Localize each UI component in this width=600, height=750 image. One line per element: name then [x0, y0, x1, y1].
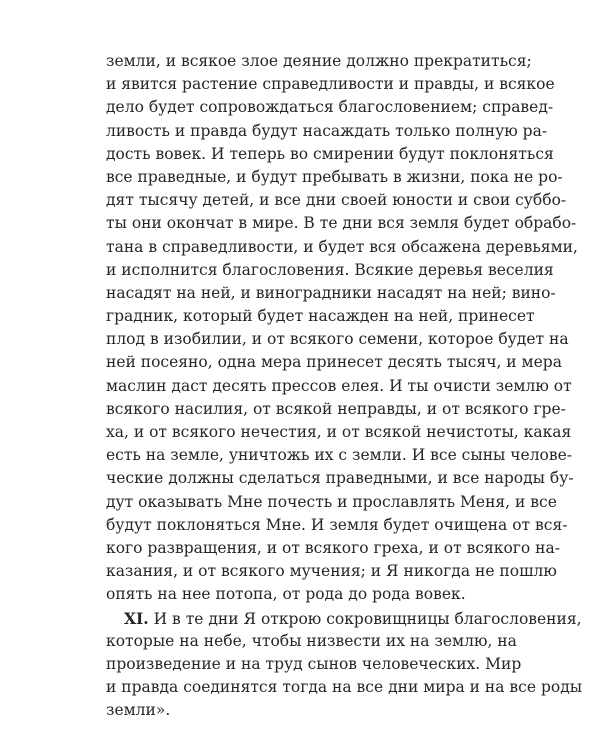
paragraph-1-line: есть на земле, уничтожь их с земли. И все сыны челове-	[106, 446, 573, 465]
paragraph-2-line: которые на небе, чтобы низвести их на землю, на	[106, 631, 517, 650]
paragraph-1-line: кого развращения, и от всякого греха, и от всякого на-	[106, 538, 560, 557]
paragraph-2-line: произведение и на труд сынов человеческих. Мир	[106, 654, 522, 673]
paragraph-1-line: ней посеяно, одна мера принесет десять тысяч, и мера	[106, 353, 562, 372]
paragraph-2-line: и правда соединятся тогда на все дни мира и на все роды	[106, 678, 583, 697]
paragraph-1-line: казания, и от всякого мучения; и Я никогда не пошлю	[106, 562, 557, 581]
paragraph-2-line	[106, 607, 582, 630]
paragraph-1-line: плод в изобилии, и от всякого семени, которое будет на	[106, 330, 569, 349]
verse-number: XI.	[124, 608, 149, 628]
paragraph-1-line: ческие должны сделаться праведными, и все народы бу-	[106, 469, 574, 488]
paragraph-1-line: будут поклоняться Мне. И земля будет очищена от вся-	[106, 515, 568, 534]
paragraph-1-line: и явится растение справедливости и правды, и всякое	[106, 75, 555, 94]
paragraph-1-line: земли, и всякое злое деяние должно прекратиться;	[106, 52, 532, 70]
verse-text: И в те дни Я открою сокровищницы благословения,	[148, 609, 582, 628]
paragraph-1-line: ха, и от всякого нечестия, и от всякой нечистоты, какая	[106, 423, 572, 441]
paragraph-1-line: опять на нее потопа, от рода до рода вовек.	[106, 585, 466, 604]
paragraph-1-line: дут оказывать Мне почесть и прославлять Меня, и все	[106, 492, 557, 511]
paragraph-1-line: всякого насилия, от всякой неправды, и от всякого гре-	[106, 399, 566, 418]
paragraph-1-line: тана в справедливости, и будет вся обсажена деревьями,	[106, 237, 578, 256]
paragraph-1-line: дость вовек. И теперь во смирении будут поклоняться	[106, 144, 554, 163]
paragraph-1-line: насадят на ней, и виноградники насадят на ней; вино-	[106, 283, 556, 302]
paragraph-1-line: ливость и правда будут насаждать только полную ра-	[106, 121, 548, 140]
paragraph-2-line: земли».	[106, 701, 171, 720]
paragraph-1-line: дят тысячу детей, и все дни своей юности и свои суббо-	[106, 191, 567, 210]
paragraph-1-line: маслин даст десять прессов елея. И ты очисти землю от	[106, 376, 572, 395]
paragraph-1-line: градник, который будет насажден на ней, принесет	[106, 307, 535, 326]
text-block	[106, 50, 583, 722]
paragraph-1	[106, 50, 578, 607]
paragraph-1-line: ты они окончат в мире. В те дни вся земля будет обрабо-	[106, 214, 577, 233]
paragraph-1-line: и исполнится благословения. Всякие деревья веселия	[106, 260, 554, 279]
paragraph-1-line: дело будет сопровождаться благословением; справед-	[106, 98, 554, 117]
paragraph-1-line: все праведные, и будут пребывать в жизни, пока не ро-	[106, 167, 563, 186]
paragraph-2	[106, 607, 583, 723]
